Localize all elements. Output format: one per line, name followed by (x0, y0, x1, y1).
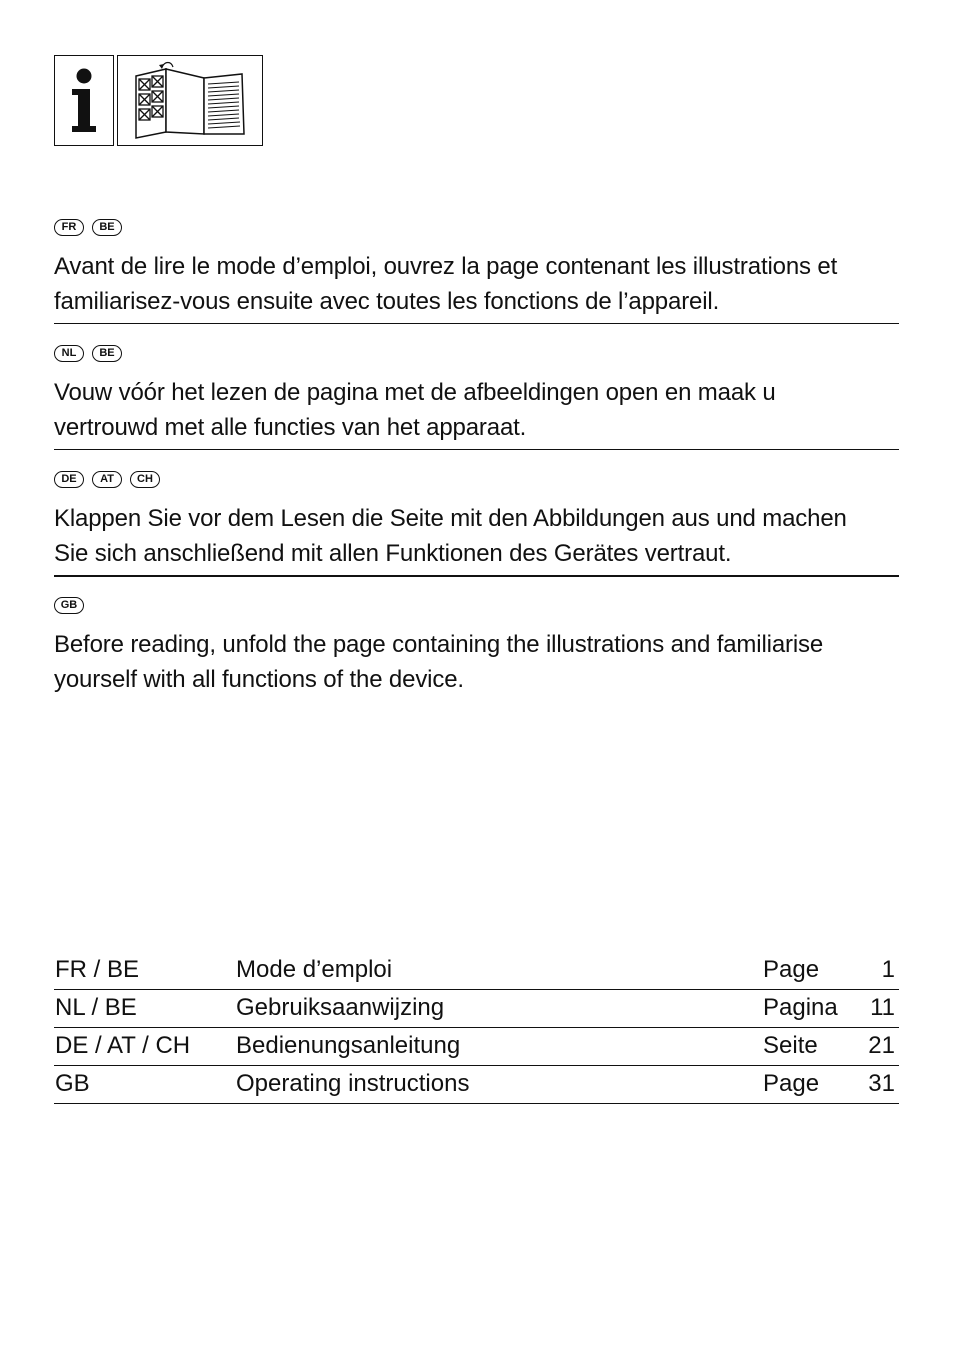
instruction-line: Avant de lire le mode d’emploi, ouvrez la page contenant les illustrations et (54, 253, 838, 280)
toc-title: Operating instructions (236, 1070, 470, 1097)
section-fr-be (54, 219, 899, 319)
country-badge: BE (92, 345, 122, 362)
section-de-at-ch (54, 471, 899, 571)
country-badge: AT (92, 471, 122, 488)
toc-page-number: 11 (870, 994, 895, 1021)
instruction-text (54, 249, 899, 319)
country-badge: FR (54, 219, 84, 236)
toc-title: Mode d’emploi (236, 956, 393, 983)
toc-page-label: Page (763, 1070, 820, 1097)
instruction-line: familiarisez-vous ensuite avec toutes les fonctions de l’appareil. (54, 288, 720, 315)
table-of-contents (54, 952, 899, 1104)
divider (54, 449, 899, 450)
toc-title: Bedienungsanleitung (236, 1032, 461, 1059)
country-badge: CH (130, 471, 160, 488)
instruction-line: Vouw vóór het lezen de pagina met de afbeeldingen open en maak u (54, 379, 776, 406)
instruction-line: yourself with all functions of the device. (54, 666, 464, 693)
instruction-text (54, 501, 899, 571)
section-nl-be (54, 345, 899, 445)
country-badge: GB (54, 597, 84, 614)
instruction-line: Sie sich anschließend mit allen Funktionen des Gerätes vertraut. (54, 540, 732, 567)
divider (54, 575, 899, 577)
country-badge: NL (54, 345, 84, 362)
toc-language: FR / BE (55, 956, 140, 983)
unfold-page-icon (117, 55, 263, 146)
instruction-line: vertrouwd met alle functies van het apparaat. (54, 414, 527, 441)
toc-page-label: Page (763, 956, 820, 983)
info-icon (54, 55, 114, 146)
country-badges (54, 471, 899, 489)
instruction-line: Before reading, unfold the page containing the illustrations and familiarise (54, 631, 824, 658)
toc-row[interactable] (54, 1028, 899, 1066)
instruction-line: Klappen Sie vor dem Lesen die Seite mit den Abbildungen aus und machen (54, 505, 847, 532)
instruction-text (54, 375, 899, 445)
section-gb (54, 597, 899, 697)
toc-page-number: 1 (881, 956, 895, 983)
toc-page-label: Pagina (763, 994, 838, 1021)
instruction-text (54, 627, 899, 697)
divider (54, 323, 899, 324)
toc-page-number: 21 (868, 1032, 895, 1059)
country-badges (54, 597, 899, 615)
toc-language: GB (55, 1070, 90, 1097)
country-badges (54, 219, 899, 237)
toc-language: NL / BE (55, 994, 137, 1021)
toc-page-number: 31 (868, 1070, 895, 1097)
country-badge: DE (54, 471, 84, 488)
toc-row[interactable] (54, 1066, 899, 1104)
toc-page-label: Seite (763, 1032, 818, 1059)
country-badge: BE (92, 219, 122, 236)
toc-row[interactable] (54, 952, 899, 990)
toc-row[interactable] (54, 990, 899, 1028)
header-icons (54, 55, 263, 146)
country-badges (54, 345, 899, 363)
toc-title: Gebruiksaanwijzing (236, 994, 445, 1021)
toc-language: DE / AT / CH (55, 1032, 191, 1059)
